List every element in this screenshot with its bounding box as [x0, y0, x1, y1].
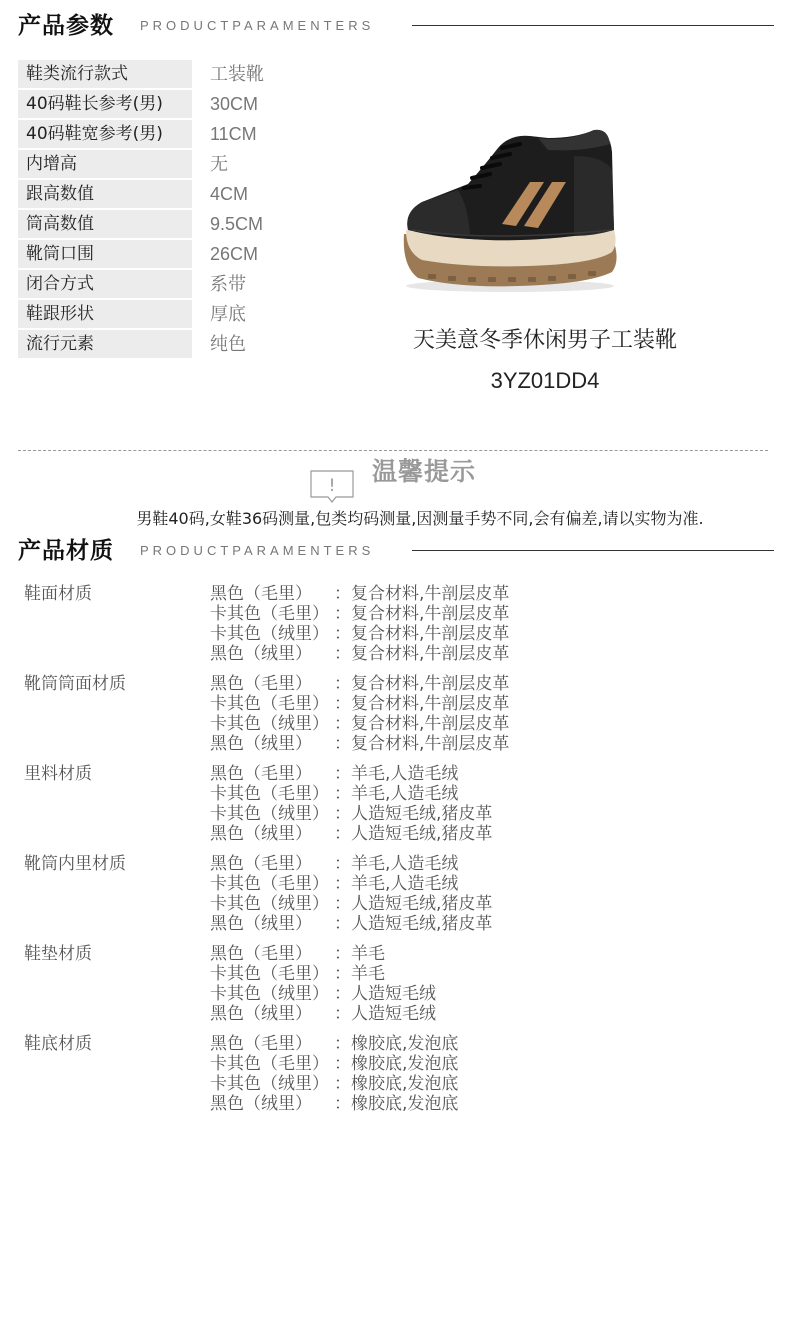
param-value: 厚底: [210, 304, 246, 324]
material-label: 鞋面材质: [24, 584, 92, 604]
material-value: ：羊毛,人造毛绒: [334, 784, 459, 804]
product-code: 3YZ01DD4: [490, 368, 600, 393]
material-value: ：复合材料,牛剖层皮革: [334, 674, 510, 694]
material-value: ：羊毛,人造毛绒: [334, 854, 459, 874]
material-color: 卡其色（毛里）: [210, 604, 329, 624]
material-color: 卡其色（毛里）: [210, 964, 329, 984]
material-color: 黑色（毛里）: [210, 674, 312, 694]
material-value: ：人造短毛绒,猪皮革: [334, 804, 493, 824]
param-row: [18, 150, 398, 178]
material-value: ：复合材料,牛剖层皮革: [334, 734, 510, 754]
material-value: ：橡胶底,发泡底: [334, 1074, 459, 1094]
material-color: 黑色（绒里）: [210, 644, 312, 664]
material-value: ：复合材料,牛剖层皮革: [334, 624, 510, 644]
material-label: 靴筒筒面材质: [24, 674, 126, 694]
param-key: 流行元素: [18, 330, 192, 358]
material-label: 里料材质: [24, 764, 92, 784]
param-value: 无: [210, 154, 228, 174]
material-value: ：人造短毛绒,猪皮革: [334, 914, 493, 934]
param-row: [18, 300, 398, 328]
param-key: 鞋跟形状: [18, 300, 192, 328]
material-color: 黑色（绒里）: [210, 1094, 312, 1114]
params-section-subtitle: PRODUCTPARAMENTERS: [140, 18, 375, 33]
material-value: ：复合材料,牛剖层皮革: [334, 604, 510, 624]
materials-section-header: [18, 535, 774, 567]
material-color: 卡其色（绒里）: [210, 714, 329, 734]
param-row: [18, 120, 398, 148]
param-key: 40码鞋宽参考(男): [18, 120, 192, 148]
param-row: [18, 270, 398, 298]
material-color: 卡其色（绒里）: [210, 894, 329, 914]
param-key: 鞋类流行款式: [18, 60, 192, 88]
materials-section-title: 产品材质: [18, 538, 114, 564]
materials-section-subtitle: PRODUCTPARAMENTERS: [140, 543, 375, 558]
material-value: ：人造短毛绒,猪皮革: [334, 824, 493, 844]
material-color: 卡其色（绒里）: [210, 624, 329, 644]
material-label: 鞋底材质: [24, 1034, 92, 1054]
material-color: 黑色（绒里）: [210, 824, 312, 844]
material-color: 卡其色（绒里）: [210, 1074, 329, 1094]
product-image: [398, 126, 624, 296]
param-value: 纯色: [210, 334, 246, 354]
material-value: ：羊毛,人造毛绒: [334, 874, 459, 894]
material-value: ：复合材料,牛剖层皮革: [334, 584, 510, 604]
params-section-rule: [412, 25, 774, 26]
material-value: ：人造短毛绒: [334, 984, 436, 1004]
material-color: 卡其色（毛里）: [210, 874, 329, 894]
param-value: 26CM: [210, 244, 259, 264]
material-color: 卡其色（绒里）: [210, 804, 329, 824]
param-row: [18, 180, 398, 208]
material-color: 黑色（绒里）: [210, 734, 312, 754]
material-color: 黑色（毛里）: [210, 584, 312, 604]
param-row: [18, 330, 398, 358]
param-row: [18, 90, 398, 118]
material-color: 黑色（绒里）: [210, 914, 312, 934]
material-color: 黑色（毛里）: [210, 1034, 312, 1054]
material-color: 黑色（绒里）: [210, 1004, 312, 1024]
material-value: ：橡胶底,发泡底: [334, 1054, 459, 1074]
material-value: ：人造短毛绒,猪皮革: [334, 894, 493, 914]
tip-title: 温馨提示: [372, 457, 477, 486]
material-color: 黑色（毛里）: [210, 854, 312, 874]
material-value: ：橡胶底,发泡底: [334, 1034, 459, 1054]
dashed-divider: [18, 450, 768, 451]
material-label: 鞋垫材质: [24, 944, 92, 964]
materials-section-rule: [412, 550, 774, 551]
param-key: 跟高数值: [18, 180, 192, 208]
param-row: [18, 240, 398, 268]
material-color: 卡其色（绒里）: [210, 984, 329, 1004]
product-name: 天美意冬季休闲男子工装靴: [412, 328, 677, 353]
material-value: ：复合材料,牛剖层皮革: [334, 694, 510, 714]
material-label: 靴筒内里材质: [24, 854, 126, 874]
param-key: 40码鞋长参考(男): [18, 90, 192, 118]
param-key: 内增高: [18, 150, 192, 178]
exclamation-speech-icon: [310, 470, 354, 504]
param-value: 系带: [210, 274, 246, 294]
param-value: 工装靴: [210, 64, 264, 84]
param-key: 筒高数值: [18, 210, 192, 238]
material-color: 黑色（毛里）: [210, 764, 312, 784]
material-value: ：羊毛,人造毛绒: [334, 764, 459, 784]
tip-icon-symbol: !: [328, 476, 336, 496]
params-section-title: 产品参数: [18, 13, 114, 39]
material-value: ：羊毛: [334, 944, 385, 964]
param-row: [18, 210, 398, 238]
tip-text: 男鞋40码,女鞋36码测量,包类均码测量,因测量手势不同,会有偏差,请以实物为准.: [136, 509, 704, 528]
material-value: ：羊毛: [334, 964, 385, 984]
material-value: ：复合材料,牛剖层皮革: [334, 714, 510, 734]
material-color: 卡其色（毛里）: [210, 694, 329, 714]
param-value: 11CM: [210, 124, 257, 144]
param-value: 9.5CM: [210, 214, 264, 234]
material-value: ：复合材料,牛剖层皮革: [334, 644, 510, 664]
param-key: 靴筒口围: [18, 240, 192, 268]
param-row: [18, 60, 398, 88]
param-value: 30CM: [210, 94, 259, 114]
params-section-header: [18, 10, 774, 42]
material-color: 卡其色（毛里）: [210, 1054, 329, 1074]
param-key: 闭合方式: [18, 270, 192, 298]
material-color: 黑色（毛里）: [210, 944, 312, 964]
material-color: 卡其色（毛里）: [210, 784, 329, 804]
param-value: 4CM: [210, 184, 249, 204]
material-value: ：橡胶底,发泡底: [334, 1094, 459, 1114]
material-value: ：人造短毛绒: [334, 1004, 436, 1024]
